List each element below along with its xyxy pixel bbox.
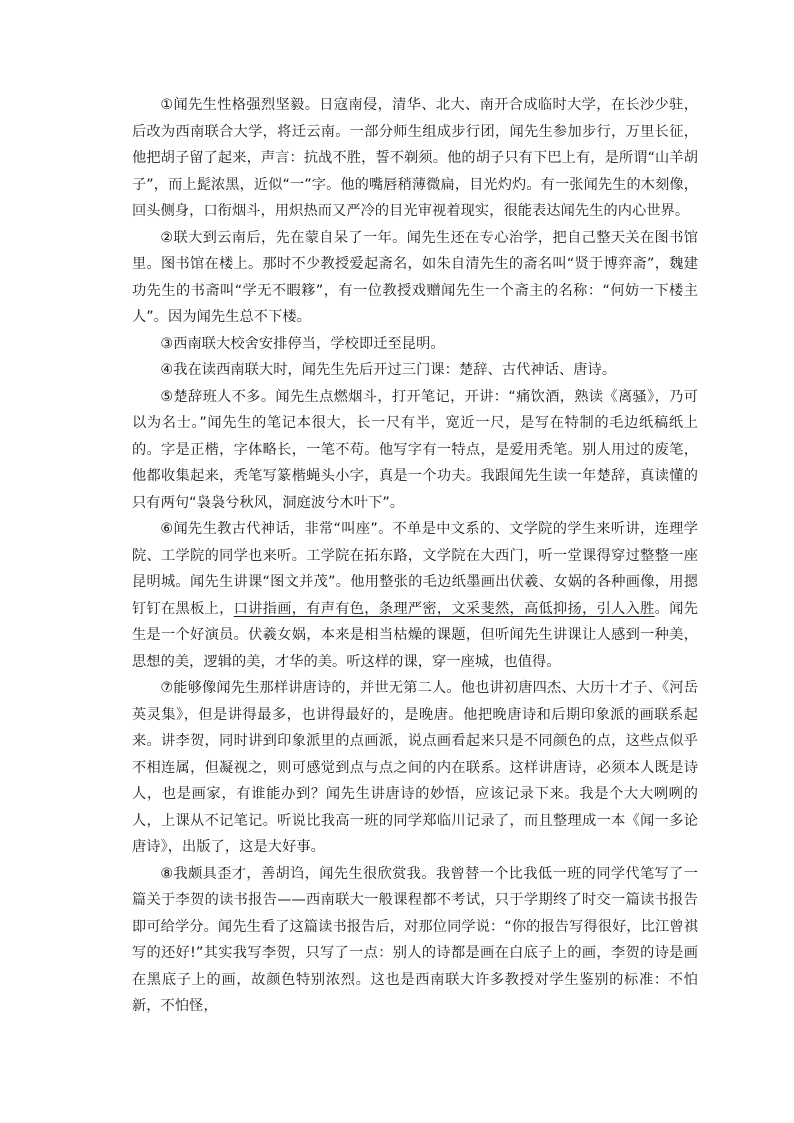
paragraph-2: ②联大到云南后，先在蒙自呆了一年。闻先生还在专心治学，把自己整天关在图书馆里。图书馆在楼上。那时不少教授爱起斋名，如朱自清先生的斋名叫“贤于博弈斋”，魏建功先生的书斋叫“学无不暇簃”，有一位教授戏赠闻先生一个斋主的名称：“何妨一下楼主人”。因为闻先生总不下楼。 [132, 229, 698, 325]
paragraph-4: ④我在读西南联大时，闻先生先后开过三门课：楚辞、古代神话、唐诗。 [160, 362, 617, 378]
paragraph-7: ⑦能够像闻先生那样讲唐诗的，并世无第二人。他也讲初唐四杰、大历十才子、《河岳英灵集》，但是讲得最多，也讲得最好的，是晚唐。他把晚唐诗和后期印象派的画联系起来。讲李贺，同时讲到印象派里的点画派，说点画看起来只是不同颜色的点，这些点似乎不相连属，但凝视之，则可感觉到点与点之间的内在联系。这样讲唐诗，必须本人既是诗人，也是画家，有谁能办到？闻先生讲唐诗的妙悟，应该记录下来。我是个大大咧咧的人，上课从不记笔记。听说比我高一班的同学郑临川记录了，而且整理成一本《闻一多论唐诗》，出版了，这是大好事。 [132, 680, 698, 855]
paragraph-1: ①闻先生性格强烈坚毅。日寇南侵，清华、北大、南开合成临时大学，在长沙少驻，后改为西南联合大学，将迁云南。一部分师生组成步行团，闻先生参加步行，万里长征，他把胡子留了起来，声言：抗战不胜，誓不剃须。他的胡子只有下巴上有，是所谓“山羊胡子”，而上髭浓黑，近似“一”字。他的嘴唇稍薄微扁，目光灼灼。有一张闻先生的木刻像，回头侧身，口衔烟斗，用炽热而又严冷的目光审视着现实，很能表达闻先生的内心世界。 [132, 97, 698, 219]
paragraph-8: ⑧我颇具歪才，善胡诌，闻先生很欣赏我。我曾替一个比我低一班的同学代笔写了一篇关于李贺的读书报告——西南联大一般课程都不考试，只于学期终了时交一篇读书报告即可给学分。闻先生看了这篇读书报告后，对那位同学说：“你的报告写得很好，比江曾祺写的还好!”其实我写李贺，只写了一点：别人的诗都是画在白底子上的画，李贺的诗是画在黑底子上的画，故颜色特别浓烈。这也是西南联大许多教授对学生鉴别的标准：不怕新，不怕怪， [132, 865, 698, 1014]
paragraph-6-text-after: 。闻先生是一个好演员。伏羲女娲，本来是相当枯燥的课题，但听闻先生讲课让人感到一种美，思想的美，逻辑的美，才华的美。听这样的课，穿一座城，也值得。 [132, 600, 698, 670]
paragraph-6-text-before: ⑥闻先生教古代神话，非常“叫座”。不单是中文系的、文学院的学生来听讲，连理学院、工学院的同学也来听。工学院在拓东路，文学院在大西门，听一堂课得穿过整整一座昆明城。闻先生讲课“图文并茂”。他用整张的毛边纸墨画出伏羲、女娲的各种画像，用摁钉钉在黑板上， [132, 521, 698, 617]
paragraph-6 [132, 516, 698, 675]
paragraph-3: ③西南联大校舍安排停当，学校即迁至昆明。 [160, 335, 445, 352]
underlined-phrase: 口讲指画，有声有色，条理严密，文采斐然，高低抑扬，引人入胜 [233, 600, 655, 617]
paragraph-5: ⑤楚辞班人不多。闻先生点燃烟斗，打开笔记，开讲：“痛饮酒，熟读《离骚》，乃可以为名士。”闻先生的笔记本很大，长一尺有半，宽近一尺，是写在特制的毛边纸稿纸上的。字是正楷，字体略长，一笔不苟。他写字有一特点，是爱用秃笔。别人用过的废笔，他都收集起来，秃笔写篆楷蝇头小字，真是一个功夫。我跟闻先生读一年楚辞，真读懂的只有两句“袅袅兮秋风，洞庭波兮木叶下”。 [132, 388, 698, 511]
document-page [132, 92, 698, 1020]
